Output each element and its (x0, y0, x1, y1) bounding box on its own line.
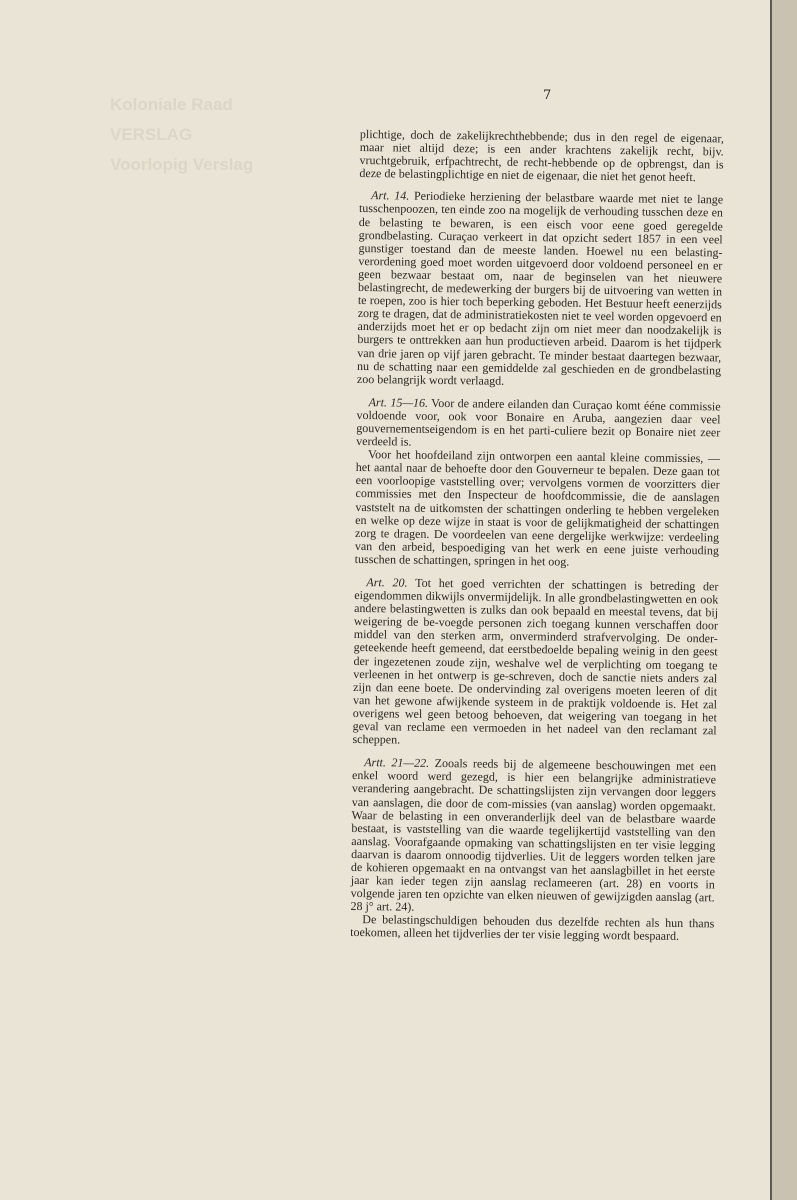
article-label: Art. 15—16. (368, 394, 429, 410)
paragraph-text: Voor de andere eilanden dan Curaçao komt ééne commissie voldoende voor, ook voor Bonaire en Aruba, aangezien daar veel gouvernementseigendom is en het parti-culiere bezit op Bonaire niet zeer verdeeld is. (356, 395, 721, 449)
scan-edge (770, 0, 797, 1200)
article-label: Art. 20. (366, 575, 408, 590)
paragraph-text: Tot het goed verrichten der schattingen is betreding der eigendommen dikwijls onvermijdelijk. In alle grondbelastingwetten en ook andere belastingwetten is zulks dan ook bepaald en meestal tevens, dat bij weigering de be-voegde personen zich toegang kunnen verschaffen door middel van den sterken arm, onverminderd strafvervolging. De onder-geteekende heeft gemeend, dat eerstbedoelde bepaling weinig in den geest der ingezetenen zoude zijn, weshalve wel de verplichting om toegang te verleenen in het ontwerp is ge-schreven, doch de sanctie niets anders zal zijn dan eene boete. De ondervinding zal overigens moeten leeren of dit van het gewone afwijkende systeem in de praktijk voldoende is. Het zal overigens wel geen betoog behoeven, dat weigering van toegang in het geval van reclame een vermoeden in het nadeel van den reclamant zal scheppen. (352, 575, 719, 747)
paragraph-art-15-16 (356, 396, 721, 453)
body-text (350, 128, 724, 944)
paragraph-intro (359, 128, 724, 185)
page-number: 7 (543, 88, 552, 103)
article-label: Artt. 21—22. (364, 755, 430, 771)
paragraph-commissions (355, 448, 720, 570)
paragraph-text: plichtige, doch de zakelijkrechthebbende; dus in den regel de eigenaar, maar niet altijd deze; is een ander krachtens zakelijk recht, bijv. vruchtgebruik, erfpachtrecht, de recht-hebbende op de opbrengst, dan is deze de belastingplichtige en niet de eigenaar, die niet het genot heeft. (359, 127, 724, 185)
paragraph-art-20 (352, 576, 718, 751)
paragraph-artt-21-22 (350, 756, 716, 918)
paragraph-text: Voor het hoofdeiland zijn ontworpen een aantal kleine commissies, — het aantal naar de behoefte door den Gouverneur te bepalen. Deze gaan tot een voorloopige vaststelling over; vervolgens vormen de voorzitters dier commissies met den Inspecteur de hoofdcommissie, die de aanslagen vaststelt na de uitkomsten der schattingen onderling te hebben vergeleken en welke op deze wijze in staat is voor de gelijkmatigheid der schattingen zorg te dragen. De voordeelen van eene dergelijke werkwijze: verdeeling van den arbeid, bespoediging van het werk en eene juiste verhouding tusschen de schattingen, springen in het oog. (354, 447, 721, 569)
paragraph-text: De belastingschuldigen behouden dus dezelfde rechten als hun thans toekomen, alleen het tijdverlies der ter visie legging wordt bespaard. (350, 912, 715, 944)
article-label: Art. 14. (371, 188, 410, 203)
paragraph-text: Zooals reeds bij de algemeene beschouwingen met een enkel woord werd gezegd, is hier een belangrijke administratieve verandering aangebracht. De schattingslijsten zijn vervangen door leggers van aanslagen, die door de com-missies (van aanslag) worden opgemaakt. Waar de belasting in een onveranderlijk deel van de belastbare waarde bestaat, is vaststelling van die waarde tegelijkertijd vaststelling van den aanslag. Voorafgaande opmaking van schattingslijsten en ter visie legging daarvan is daarom onnoodig tijdverlies. Uit de leggers worden telken jare de kohieren opgemaakt en na ontvangst van het aanslagbillet in het eerste jaar kan ieder tegen zijn aanslag reclameeren (art. 28) en voorts in volgende jaren ten opzichte van elken nieuwen of gewijzigden aanslag (art. 28 j° art. 24). (350, 756, 717, 914)
paragraph-text: Periodieke herziening der belastbare waarde met niet te lange tusschenpoozen, ten einde zoo na mogelijk de verhouding tusschen deze en de belasting te bewaren, is een eisch voor eene goed geregelde grondbelasting. Curaçao verkeert in dat opzicht sedert 1857 in een veel gunstiger toestand dan de meeste landen. Hoewel nu een belasting-verordening goed moet worden uitgevoerd door voldoend personeel en er geen bezwaar bestaat om, naar de beginselen van het nieuwere belastingrecht, de medewerking der burgers bij de uitvoering van wetten in te roepen, zoo is hier toch beperking geboden. Het Bestuur heeft eenerzijds zorg te dragen, dat de administratiekosten niet te veel worden opgevoerd en anderzijds moet het er op bedacht zijn om niet meer dan noodzakelijk is burgers te onttrekken aan hun productieven arbeid. Daarom is het tijdperk van drie jaren op vijf jaren gebracht. Te minder bestaat daartegen bezwaar, nu de schatting naar een gemiddelde zal geschieden en de grondbelasting zoo belangrijk wordt verlaagd. (356, 189, 724, 388)
paragraph-closing (350, 913, 714, 944)
show-through-text: Koloniale Raad VERSLAG Voorlopig Verslag (110, 95, 254, 174)
paragraph-art-14 (357, 189, 723, 390)
